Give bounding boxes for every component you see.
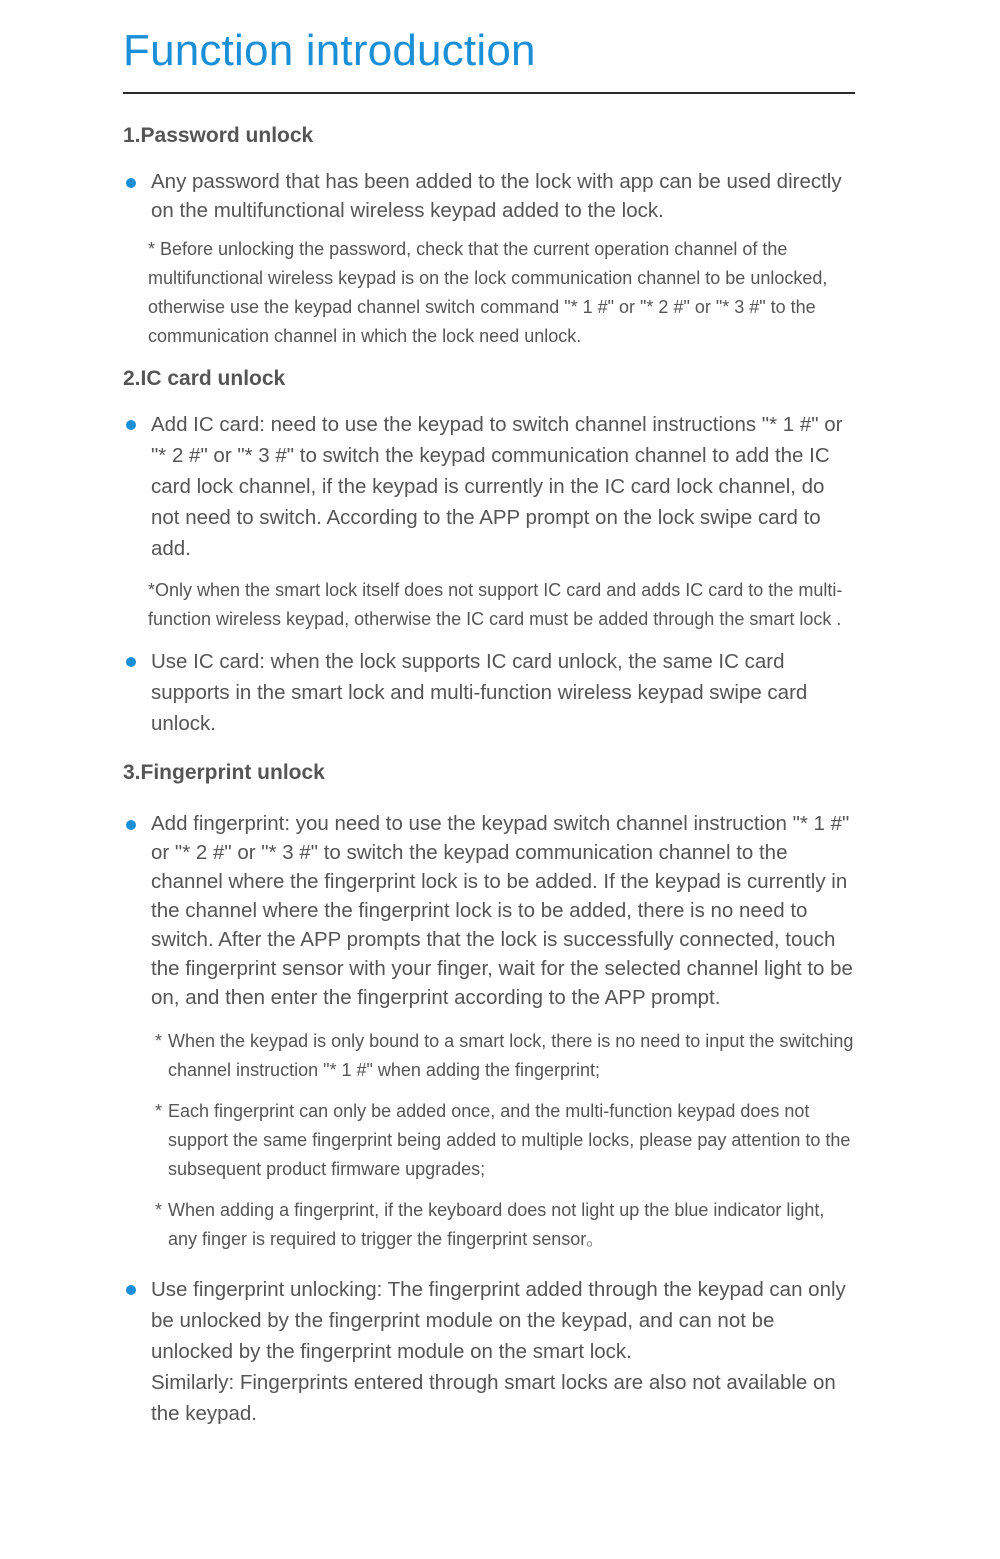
section-heading-fingerprint: 3.Fingerprint unlock bbox=[123, 761, 325, 784]
bullet-ic-add bbox=[123, 409, 855, 564]
bullet-ic-use bbox=[123, 646, 855, 739]
section-heading-ic-card: 2.IC card unlock bbox=[123, 367, 286, 390]
bullet-text: Use IC card: when the lock supports IC card unlock, the same IC card supports in the smart lock and multi-function wireless keypad swipe card unlock. bbox=[151, 650, 808, 735]
bullet-dot-icon bbox=[126, 1285, 136, 1295]
note-text: * Before unlocking the password, check that the current operation channel of the multifunctional wireless keypad is on the lock communication channel to be unlocked, otherwise use the keypad channel switch command "* 1 #" or "* 2 #" or "* 3 #" to the communication channel in which the lock need unlock. bbox=[148, 239, 828, 346]
bullet-dot-icon bbox=[126, 420, 136, 430]
note-marker: * bbox=[155, 1200, 163, 1220]
document-page bbox=[123, 0, 855, 1429]
bullet-fingerprint-use bbox=[123, 1274, 855, 1429]
page-title: Function introduction bbox=[123, 26, 536, 75]
note-ic-card bbox=[123, 576, 855, 634]
section-ic-card bbox=[123, 365, 855, 739]
bullet-text: Use fingerprint unlocking: The fingerprint added through the keypad can only be unlocked by the fingerprint module on the keypad, and can not be unlocked by the fingerprint module on the smart lock. bbox=[151, 1278, 846, 1363]
title-divider bbox=[123, 92, 855, 94]
bullet-dot-icon bbox=[126, 178, 136, 188]
section-heading-password: 1.Password unlock bbox=[123, 124, 314, 147]
bullet-text: Any password that has been added to the lock with app can be used directly on the multifunctional wireless keypad added to the lock. bbox=[151, 170, 842, 222]
note-text: When adding a fingerprint, if the keyboard does not light up the blue indicator light, any finger is required to trigger the fingerprint sensor。 bbox=[168, 1200, 825, 1249]
note-fingerprint-3 bbox=[123, 1196, 855, 1254]
bullet-text-continued: Similarly: Fingerprints entered through smart locks are also not available on the keypad. bbox=[151, 1371, 836, 1425]
bullet-dot-icon bbox=[126, 820, 136, 830]
note-marker: * bbox=[155, 1031, 163, 1051]
note-fingerprint-1 bbox=[123, 1027, 855, 1085]
section-password bbox=[123, 122, 855, 351]
note-password bbox=[123, 235, 855, 351]
bullet-text: Add fingerprint: you need to use the keypad switch channel instruction "* 1 #" or "* 2 #" or "* 3 #" to switch the keypad communication channel to the channel where the fingerprint lock is to be added. If the keypad is currently in the channel where the fingerprint lock is to be added, there is no need to switch. After the APP prompts that the lock is successfully connected, touch the fingerprint sensor with your finger, wait for the selected channel light to be on, and then enter the fingerprint according to the APP prompt. bbox=[151, 812, 853, 1009]
section-fingerprint bbox=[123, 759, 855, 1429]
note-text: When the keypad is only bound to a smart lock, there is no need to input the switching channel instruction "* 1 #" when adding the fingerprint; bbox=[168, 1031, 854, 1080]
bullet-password bbox=[123, 167, 855, 225]
note-text: Each fingerprint can only be added once, and the multi-function keypad does not support the same fingerprint being added to multiple locks, please pay attention to the subsequent product firmware upgrades; bbox=[168, 1101, 851, 1179]
note-text: *Only when the smart lock itself does not support IC card and adds IC card to the multi-function wireless keypad, otherwise the IC card must be added through the smart lock . bbox=[148, 580, 843, 629]
bullet-dot-icon bbox=[126, 657, 136, 667]
bullet-fingerprint-add bbox=[123, 809, 855, 1012]
note-fingerprint-2 bbox=[123, 1097, 855, 1184]
note-marker: * bbox=[155, 1101, 163, 1121]
bullet-text: Add IC card: need to use the keypad to switch channel instructions "* 1 #" or "* 2 #" or "* 3 #" to switch the keypad communication channel to add the IC card lock channel, if the keypad is currently in the IC card lock channel, do not need to switch. According to the APP prompt on the lock swipe card to add. bbox=[151, 413, 843, 560]
